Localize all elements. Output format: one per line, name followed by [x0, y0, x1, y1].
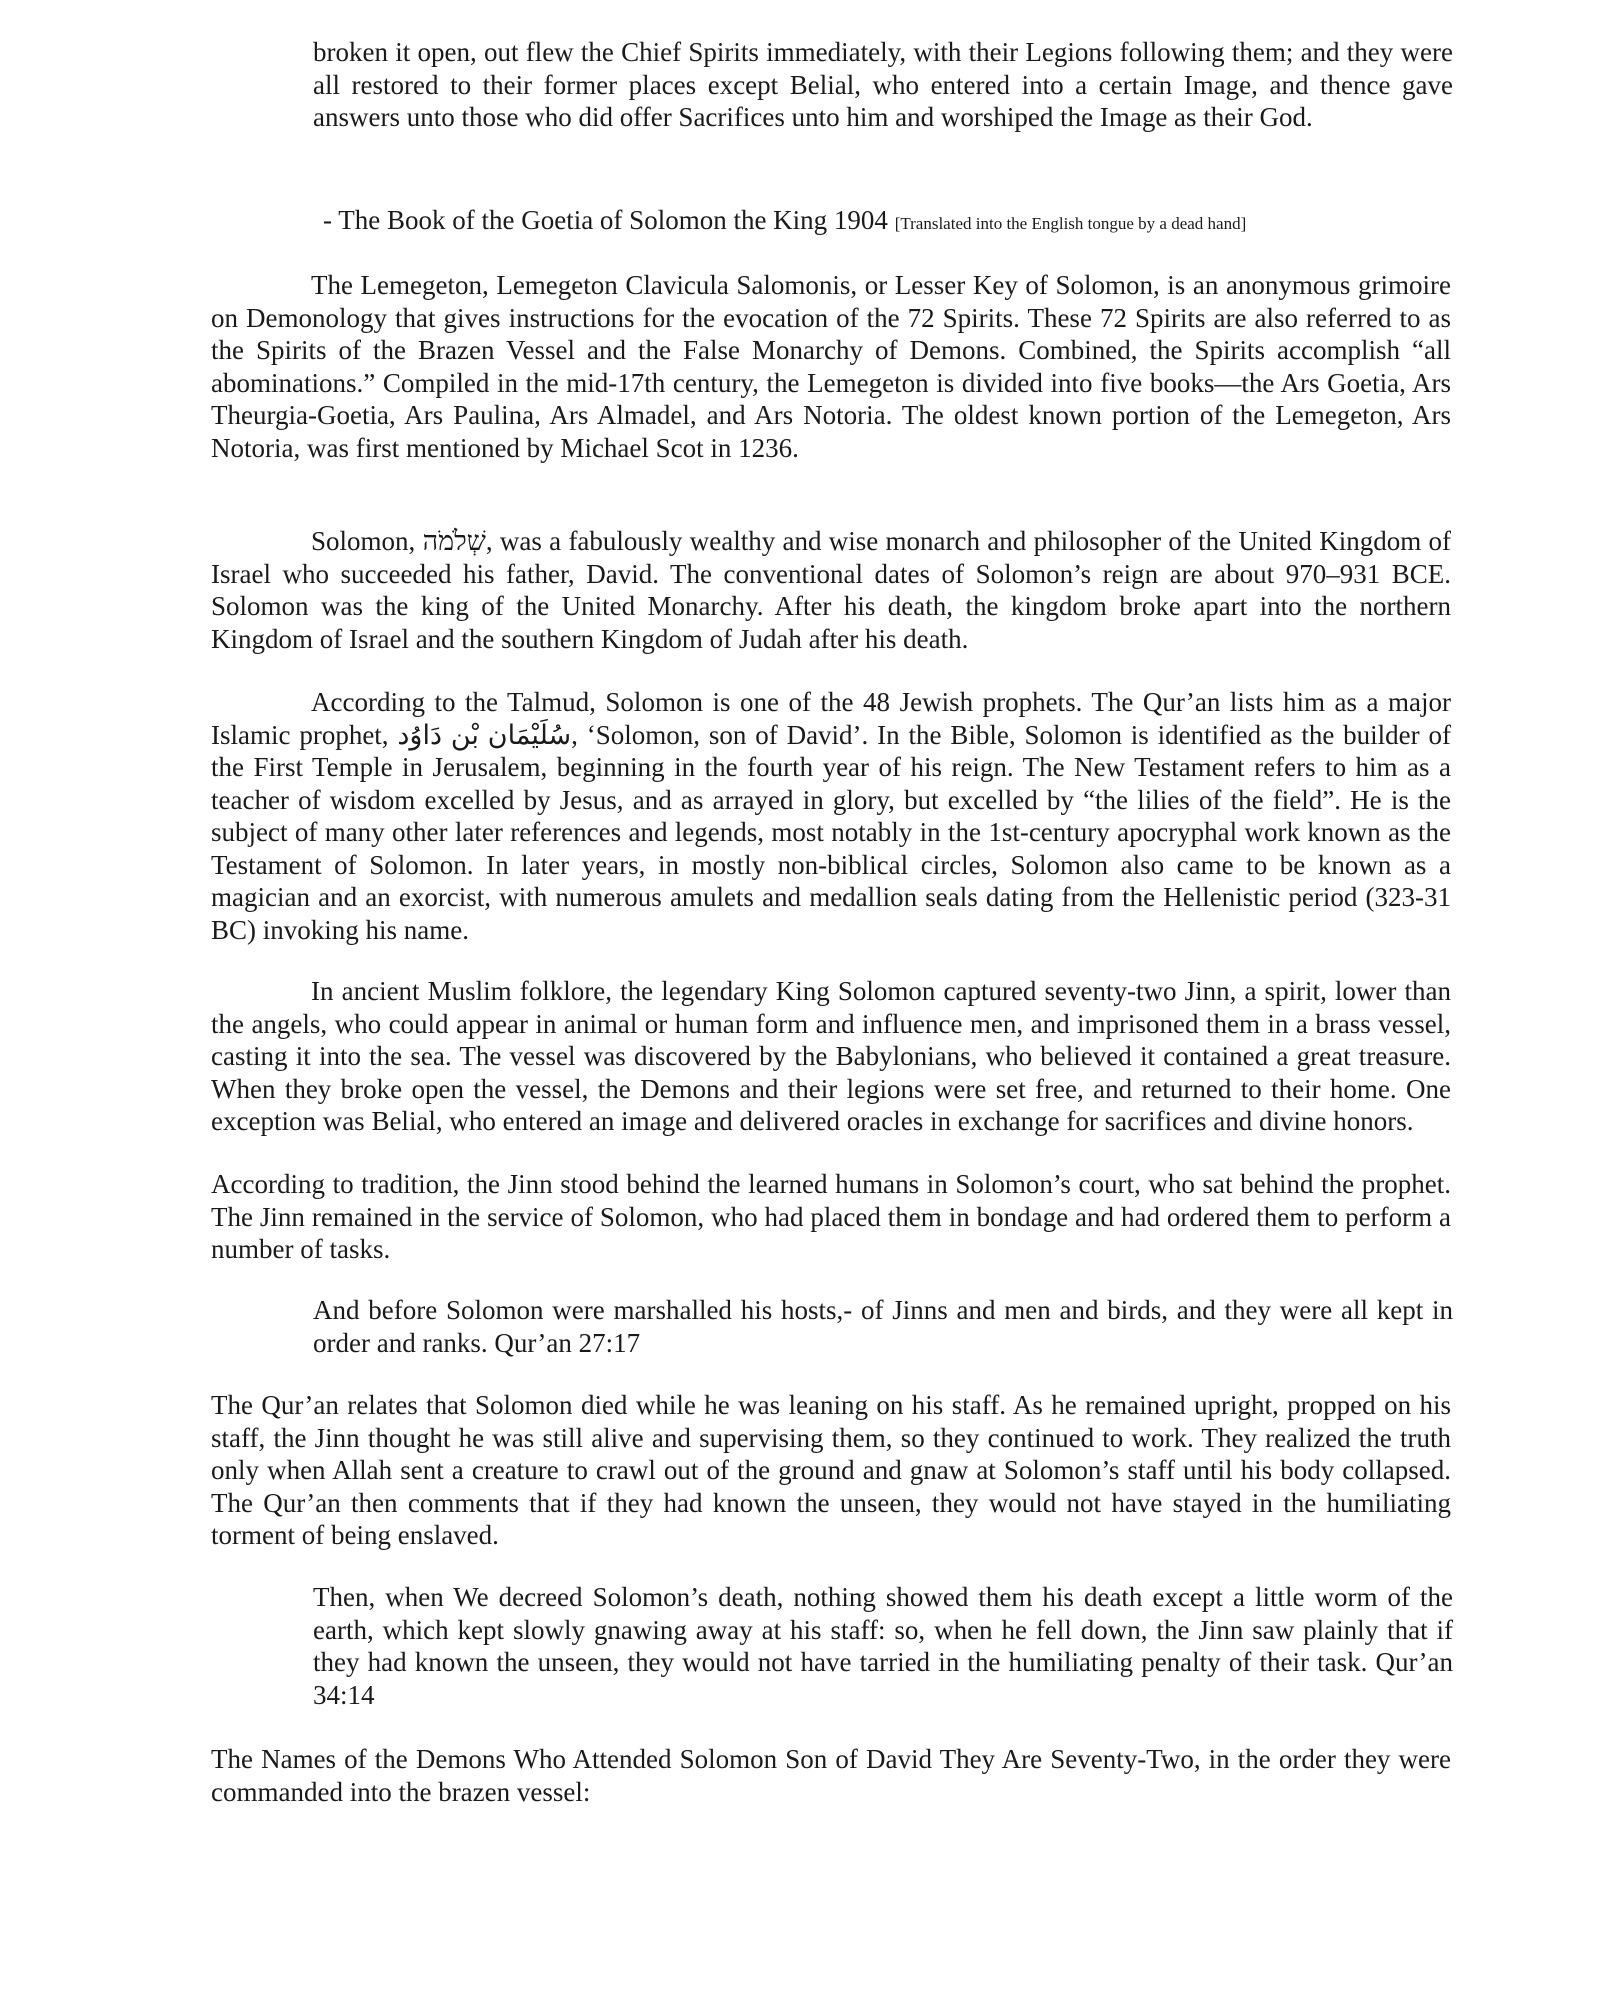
- citation-source: - The Book of the Goetia of Solomon the King 1904: [323, 205, 888, 235]
- hebrew-name: שְׁלֹמֹה: [422, 526, 486, 556]
- paragraph-solomon: [211, 525, 1451, 655]
- citation-note: [Translated into the English tongue by a dead hand]: [894, 214, 1247, 233]
- talmud-text-start: According to the Talmud, Solomon is one of the 48 Jewish prophets. The Qur’an lists him as a major Islamic prophet,: [211, 687, 1451, 750]
- quote-quran-34-14: Then, when We decreed Solomon’s death, nothing showed them his death except a little worm of the earth, which kept slowly gnawing away at his staff: so, when he fell down, the Jinn saw plainly that if they had known the unseen, they would not have tarried in the humiliating penalty of their task. Qur’an 34:14: [313, 1582, 1453, 1710]
- opening-quote: broken it open, out flew the Chief Spirits immediately, with their Legions following them; and they were all restored to their former places except Belial, who entered into a certain Image, and thence gave answers unto those who did offer Sacrifices unto him and worshiped the Image as their God.: [313, 37, 1453, 132]
- paragraph-lemegeton: The Lemegeton, Lemegeton Clavicula Salomonis, or Lesser Key of Solomon, is an anonymous grimoire on Demonology that gives instructions for the evocation of the 72 Spirits. These 72 Spirits are also referred to as the Spirits of the Brazen Vessel and the False Monarchy of Demons. Combined, the Spirits accomplish “all abominations.” Compiled in the mid-17th century, the Lemegeton is divided into five books—the Ars Goetia, Ars Theurgia-Goetia, Ars Paulina, Ars Almadel, and Ars Notoria. The oldest known portion of the Lemegeton, Ars Notoria, was first mentioned by Michael Scot in 1236.: [211, 270, 1451, 463]
- talmud-text-end: , ‘Solomon, son of David’. In the Bible, Solomon is identified as the builder of the First Temple in Jerusalem, beginning in the fourth year of his reign. The New Testament refers to him as a teacher of wisdom excelled by Jesus, and as arrayed in glory, but excelled by “the lilies of the field”. He is the subject of many other later references and legends, most notably in the 1st-century apocryphal work known as the Testament of Solomon. In later years, in mostly non-biblical circles, Solomon also came to be known as a magician and an exorcist, with numerous amulets and medallion seals dating from the Hellenistic period (323-31 BC) invoking his name.: [211, 719, 1451, 945]
- citation: [323, 204, 1463, 241]
- solomon-text-end: , was a fabulously wealthy and wise monarch and philosopher of the United Kingdom of Israel who succeeded his father, David. The conventional dates of Solomon’s reign are about 970–931 BCE. Solomon was the king of the United Monarchy. After his death, the kingdom broke apart into the northern Kingdom of Israel and the southern Kingdom of Judah after his death.: [211, 526, 1451, 654]
- paragraph-death: The Qur’an relates that Solomon died while he was leaning on his staff. As he remained upright, propped on his staff, the Jinn thought he was still alive and supervising them, so they continued to work. They realized the truth only when Allah sent a creature to crawl out of the ground and gnaw at Solomon’s staff until his body collapsed. The Qur’an then comments that if they had known the unseen, they would not have stayed in the humiliating torment of being enslaved.: [211, 1390, 1451, 1550]
- paragraph-folklore: In ancient Muslim folklore, the legendary King Solomon captured seventy-two Jinn, a spirit, lower than the angels, who could appear in animal or human form and influence men, and imprisoned them in a brass vessel, casting it into the sea. The vessel was discovered by the Babylonians, who believed it contained a great treasure. When they broke open the vessel, the Demons and their legions were set free, and returned to their home. One exception was Belial, who entered an image and delivered oracles in exchange for sacrifices and divine honors.: [211, 976, 1451, 1136]
- quote-quran-27-17: And before Solomon were marshalled his hosts,- of Jinns and men and birds, and they were all kept in order and ranks. Qur’an 27:17: [313, 1295, 1453, 1358]
- paragraph-talmud: [211, 686, 1451, 946]
- paragraph-tradition: According to tradition, the Jinn stood behind the learned humans in Solomon’s court, who sat behind the prophet. The Jinn remained in the service of Solomon, who had placed them in bondage and had ordered them to perform a number of tasks.: [211, 1169, 1451, 1264]
- paragraph-names: The Names of the Demons Who Attended Solomon Son of David They Are Seventy-Two, in the order they were commanded into the brazen vessel:: [211, 1744, 1451, 1807]
- arabic-name: سُلَيْمَان بْن دَاوُد: [397, 719, 572, 750]
- solomon-text-start: Solomon,: [311, 526, 423, 556]
